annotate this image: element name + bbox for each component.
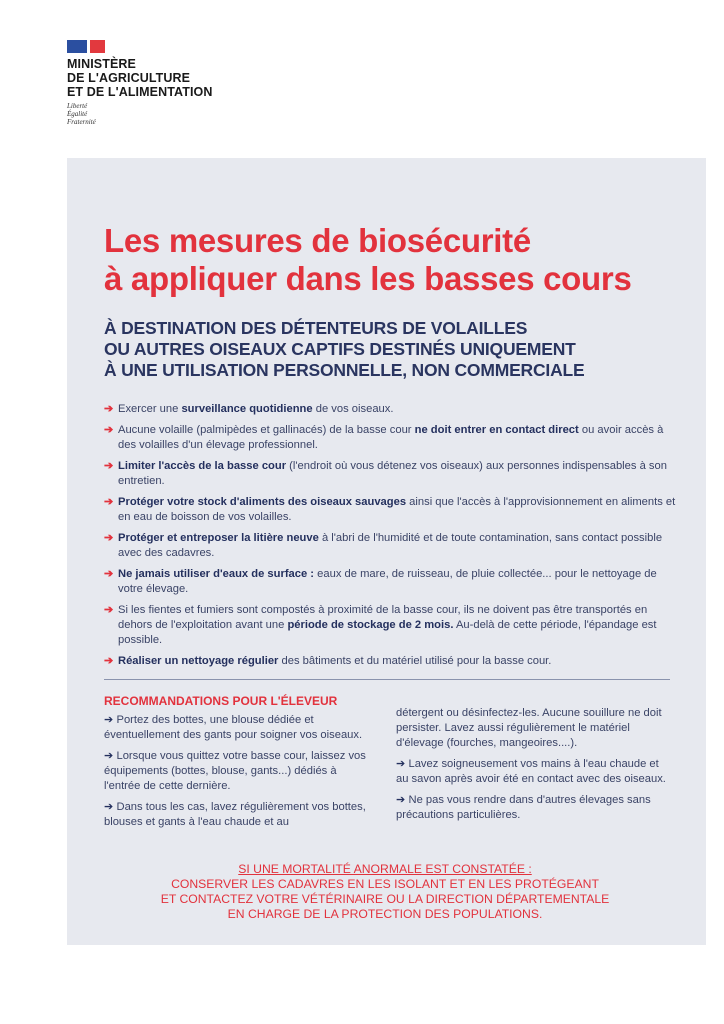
arrow-right-icon: ➔ (104, 655, 114, 667)
recommendation-text: Lorsque vous quittez votre basse cour, laissez vos équipements (bottes, blouse, gants...) dédiés à l'entrée de cette dernière. (104, 750, 366, 792)
rule-item (104, 531, 684, 561)
biosecurity-rules-list (104, 402, 684, 675)
recommendation-item (104, 713, 374, 743)
rule-text: (l'endroit où vous détenez vos oiseaux) aux personnes indispensables à son entretien. (118, 460, 667, 487)
rule-item (104, 459, 684, 489)
arrow-right-icon: ➔ (104, 532, 114, 544)
rule-item (104, 495, 684, 525)
flag-blue (67, 40, 87, 53)
page-subtitle (104, 318, 584, 381)
title-line: à appliquer dans les basses cours (104, 260, 632, 297)
arrow-right-icon: ➔ (396, 794, 409, 806)
arrow-right-icon: ➔ (104, 750, 117, 762)
subtitle-line: À DESTINATION DES DÉTENTEURS DE VOLAILLES (104, 318, 528, 338)
recommendation-text: Ne pas vous rendre dans d'autres élevages sans précautions particulières. (396, 794, 651, 821)
rule-emphasis: Protéger et entreposer la litière neuve (118, 532, 319, 544)
recommendation-item (396, 793, 666, 823)
arrow-right-icon: ➔ (104, 714, 117, 726)
republic-motto (67, 102, 212, 126)
arrow-right-icon: ➔ (104, 568, 114, 580)
rule-text: Aucune volaille (palmipèdes et gallinacés) de la basse cour (118, 424, 415, 436)
alert-line: ET CONTACTEZ VOTRE VÉTÉRINAIRE OU LA DIRECTION DÉPARTEMENTALE (160, 892, 610, 906)
recommendation-text: Portez des bottes, une blouse dédiée et éventuellement des gants pour soigner vos oiseaux. (104, 714, 363, 741)
rule-item (104, 603, 684, 648)
arrow-right-icon: ➔ (104, 460, 114, 472)
rule-text: eaux de mare, de ruisseau, de pluie collectée... pour le nettoyage de votre élevage. (118, 568, 657, 595)
ministry-logo (67, 40, 212, 126)
rule-emphasis: période de stockage de 2 mois. (287, 619, 454, 631)
rule-text: à l'abri de l'humidité et de toute contamination, sans contact possible avec des cadavres. (118, 532, 663, 559)
marianne-flag-icon (67, 40, 105, 53)
rule-text: ainsi que l'accès à l'approvisionnement en aliments et en eau de boisson de vos volailles. (118, 496, 676, 523)
arrow-right-icon: ➔ (104, 604, 114, 616)
ministry-line: DE L'AGRICULTURE (67, 71, 191, 85)
rule-item (104, 654, 684, 669)
rule-text: de vos oiseaux. (312, 403, 394, 415)
rule-text: ou avoir accès à des volailles d'un élevage professionnel. (118, 424, 664, 451)
flag-red (90, 40, 105, 53)
rule-emphasis: surveillance quotidienne (181, 403, 313, 415)
page-title (104, 222, 632, 298)
recommendation-item (104, 800, 374, 830)
recommendation-text: Dans tous les cas, lavez régulièrement vos bottes, blouses et gants à l'eau chaude et au (104, 801, 366, 828)
rule-item (104, 567, 684, 597)
ministry-line: MINISTÈRE (67, 57, 136, 71)
recommendation-item (396, 757, 666, 787)
rule-text: Au-delà de cette période, l'épandage est possible. (118, 619, 657, 646)
recommendations-left-column (104, 713, 374, 836)
title-line: Les mesures de biosécurité (104, 222, 531, 259)
arrow-right-icon: ➔ (104, 801, 117, 813)
recommendations-right-column (396, 692, 666, 829)
recommendation-text: Lavez soigneusement vos mains à l'eau chaude et au savon après avoir été en contact avec des oiseaux. (396, 758, 666, 785)
ministry-line: ET DE L'ALIMENTATION (67, 85, 213, 99)
rule-text: des bâtiments et du matériel utilisé pour la basse cour. (278, 655, 552, 667)
recommendations-title: RECOMMANDATIONS POUR L'ÉLEVEUR (104, 694, 338, 708)
rule-text: Exercer une (118, 403, 182, 415)
motto-line: Fraternité (67, 118, 96, 126)
alert-line: CONSERVER LES CADAVRES EN LES ISOLANT ET EN LES PROTÉGEANT (171, 877, 599, 891)
arrow-right-icon: ➔ (104, 403, 114, 415)
alert-heading: SI UNE MORTALITÉ ANORMALE EST CONSTATÉE : (238, 862, 532, 876)
ministry-name (67, 57, 212, 99)
motto-line: Égalité (67, 110, 88, 118)
arrow-right-icon: ➔ (104, 424, 114, 436)
rule-text: Si les fientes et fumiers sont compostés à proximité de la basse cour, ils ne doivent pas être transportés en dehors de l'exploitation avant une (118, 604, 648, 631)
mortality-alert (100, 862, 670, 922)
arrow-right-icon: ➔ (104, 496, 114, 508)
rule-emphasis: Réaliser un nettoyage régulier (118, 655, 279, 667)
rule-emphasis: Ne jamais utiliser d'eaux de surface : (118, 568, 315, 580)
motto-line: Liberté (67, 102, 88, 110)
rule-emphasis: Limiter l'accès de la basse cour (118, 460, 287, 472)
rule-item (104, 402, 684, 417)
subtitle-line: OU AUTRES OISEAUX CAPTIFS DESTINÉS UNIQUEMENT (104, 339, 576, 359)
rule-item (104, 423, 684, 453)
rule-emphasis: ne doit entrer en contact direct (414, 424, 579, 436)
subtitle-line: À UNE UTILISATION PERSONNELLE, NON COMMERCIALE (104, 360, 585, 380)
recommendation-continuation: détergent ou désinfectez-les. Aucune souillure ne doit persister. Lavez aussi régulièrement le matériel d'élevage (fourches, mangeoires....). (396, 707, 662, 749)
alert-line: EN CHARGE DE LA PROTECTION DES POPULATIONS. (227, 907, 543, 921)
section-divider (104, 679, 670, 680)
recommendation-item (104, 749, 374, 794)
arrow-right-icon: ➔ (396, 758, 409, 770)
rule-emphasis: Protéger votre stock d'aliments des oiseaux sauvages (118, 496, 407, 508)
